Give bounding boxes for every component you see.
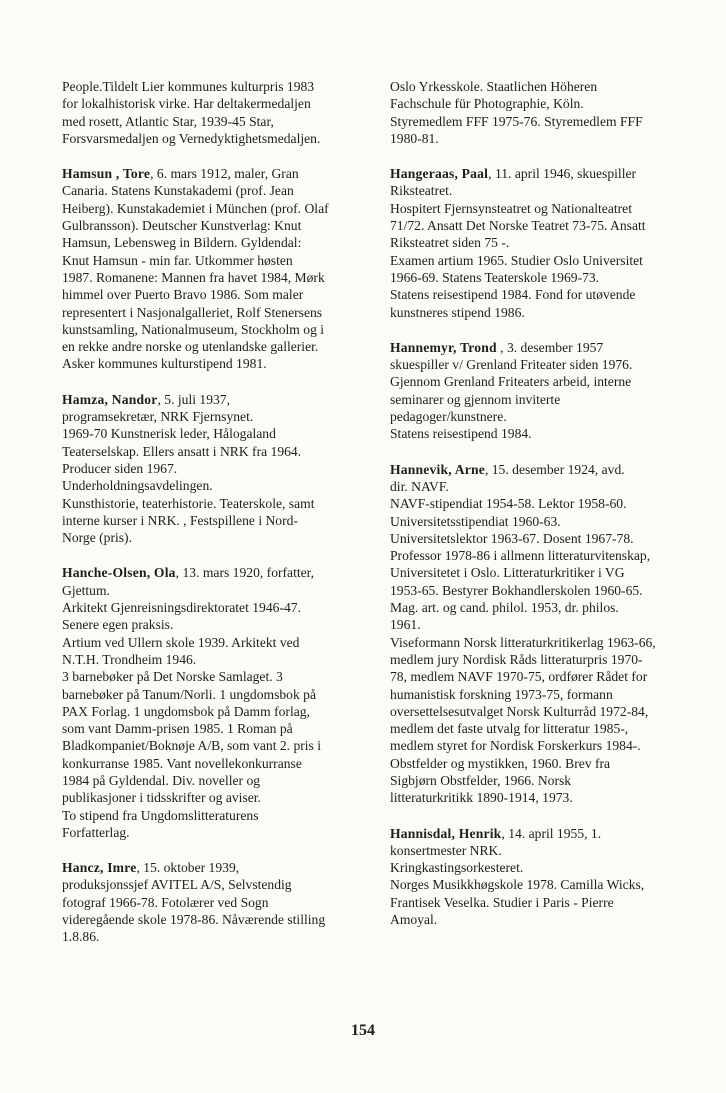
entry-line [390,461,708,478]
entry-text: Styremedlem FFF 1975-76. Styremedlem FFF [390,113,643,129]
entry-line [62,443,362,460]
entry-text: Viseformann Norsk litteraturkritikerlag 1963-66, [390,634,656,650]
entry-line [62,616,362,633]
entry-text: Producer siden 1967. [62,460,178,476]
entry-line [62,269,362,286]
entry-text: Hamsun, Lebensweg in Bildern. Gyldendal: [62,235,302,251]
entry-name: Hanche-Olsen, Ola [62,565,176,581]
entry-text: fotograf 1966-78. Fotolærer ved Sogn [62,894,269,910]
entry-line [390,95,708,112]
entry-text: 1984 på Gyldendal. Div. noveller og [62,772,261,788]
entry-line [390,286,708,303]
entry-text: 1.8.86. [62,929,100,945]
entry-line [62,200,362,217]
entry-line [390,668,708,685]
entry-line [390,686,708,703]
entry-text: programsekretær, NRK Fjernsynet. [62,409,254,425]
entry-text: 1953-65. Bestyrer Bokhandlerskolen 1960-65. [390,582,643,598]
entry-line [62,477,362,494]
continued-entry [62,78,362,147]
right-column [390,78,708,946]
biography-entry [62,859,362,945]
entry-name: Hangeraas, Paal [390,166,489,182]
entry-text: Riksteatret siden 75 -. [390,235,510,251]
entry-text: Sigbjørn Obstfelder, 1966. Norsk [390,772,572,788]
entry-text: 71/72. Ansatt Det Norske Teatret 73-75. Ansatt [390,218,646,234]
entry-text: , 3. desember 1957 [496,339,604,355]
entry-line [62,338,362,355]
entry-line [62,668,362,685]
entry-line [62,321,362,338]
entry-line [390,789,708,806]
entry-line [62,928,362,945]
entry-line [390,894,708,911]
entry-line [390,425,708,442]
entry-line [62,911,362,928]
entry-text: , 15. desember 1924, avd. [484,461,625,477]
entry-line [62,425,362,442]
entry-text: Statens reisestipend 1984. Fond for utøvende [390,287,636,303]
entry-line [390,513,708,530]
entry-text: en rekke andre norske og utenlandske gallerier. [62,339,319,355]
entry-line [62,582,362,599]
entry-line [62,859,362,876]
entry-line [62,217,362,234]
entry-text: Obstfelder og mystikken, 1960. Brev fra [390,755,611,771]
entry-line [390,737,708,754]
entry-line [62,755,362,772]
entry-text: Universitetet i Oslo. Litteraturkritiker i VG [390,565,625,581]
entry-line [62,95,362,112]
entry-line [390,304,708,321]
entry-line [390,616,708,633]
entry-text: oversettelsesutvalget Norsk Kulturråd 1972-84, [390,703,649,719]
entry-line [390,113,708,130]
entry-line [390,634,708,651]
entry-name: Hancz, Imre [62,860,137,876]
entry-text: humanistisk forskning 1973-75, formann [390,686,613,702]
entry-line [62,564,362,581]
entry-line [390,78,708,95]
entry-text: Arkitekt Gjenreisningsdirektoratet 1946-47. [62,600,301,616]
entry-text: Kunsthistorie, teaterhistorie. Teaterskole, samt [62,495,315,511]
entry-line [62,703,362,720]
entry-line [62,737,362,754]
entry-text: 1966-69. Statens Teaterskole 1969-73. [390,269,600,285]
entry-line [390,339,708,356]
entry-text: barnebøker på Tanum/Norli. 1 ungdomsbok på [62,686,317,702]
entry-line [390,391,708,408]
entry-line [390,720,708,737]
entry-text: , 5. juli 1937, [157,391,231,407]
entry-line [390,911,708,928]
entry-text: , 13. mars 1920, forfatter, [175,565,315,581]
entry-text: Knut Hamsun - min far. Utkommer høsten [62,252,293,268]
entry-text: Gjettum. [62,582,110,598]
entry-text: PAX Forlag. 1 ungdomsbok på Damm forlag, [62,703,310,719]
entry-text: medlem det faste utvalg for litteratur 1985-, [390,721,629,737]
entry-text: produksjonssjef AVITEL A/S, Selvstendig [62,877,292,893]
entry-line [390,564,708,581]
entry-text: Underholdningsavdelingen. [62,478,213,494]
entry-name: Hannevik, Arne [390,461,485,477]
entry-line [390,859,708,876]
entry-line [62,894,362,911]
entry-line [390,165,708,182]
entry-text: Teaterselskap. Ellers ansatt i NRK fra 1964. [62,443,302,459]
entry-text: N.T.H. Trondheim 1946. [62,651,197,667]
entry-line [62,355,362,372]
entry-text: , 11. april 1946, skuespiller [488,166,637,182]
entry-line [62,78,362,95]
entry-line [62,391,362,408]
biography-entry [390,339,708,443]
entry-line [390,217,708,234]
entry-line [62,789,362,806]
entry-line [390,842,708,859]
entry-text: Canaria. Statens Kunstakademi (prof. Jean [62,183,294,199]
entry-line [62,634,362,651]
entry-line [390,582,708,599]
entry-text: konkurranse 1985. Vant novellekonkurranse [62,755,302,771]
entry-text: Frantisek Veselka. Studier i Paris - Pierre [390,894,614,910]
entry-text: pedagoger/kunstnere. [390,409,507,425]
entry-text: Examen artium 1965. Studier Oslo Universitet [390,252,643,268]
entry-text: 78, medlem NAVF 1970-75, ordfører Rådet for [390,669,648,685]
entry-line [390,408,708,425]
page-number: 154 [351,1022,375,1039]
biography-entry [390,825,708,929]
entry-line [62,113,362,130]
entry-line [62,772,362,789]
biography-entry [62,165,362,373]
entry-line [390,373,708,390]
entry-text: Gjennom Grenland Friteaters arbeid, interne [390,374,632,390]
entry-line [62,512,362,529]
entry-text: Norge (pris). [62,530,132,546]
entry-text: Norges Musikkhøgskole 1978. Camilla Wicks, [390,877,645,893]
entry-text: publikasjoner i tidsskrifter og aviser. [62,790,261,806]
entry-text: Amoyal. [390,912,438,928]
entry-text: Mag. art. og cand. philol. 1953, dr. philos. [390,600,619,616]
entry-text: Artium ved Ullern skole 1939. Arkitekt ved [62,634,300,650]
entry-line [62,130,362,147]
entry-line [62,165,362,182]
entry-line [62,286,362,303]
entry-line [62,182,362,199]
entry-line [390,130,708,147]
entry-line [390,599,708,616]
entry-text: To stipend fra Ungdomslitteraturens [62,807,259,823]
entry-line [62,651,362,668]
entry-text: Professor 1978-86 i allmenn litteraturvitenskap, [390,548,651,564]
entry-line [62,234,362,251]
biography-entry [62,391,362,547]
entry-text: Gulbransson). Deutscher Kunstverlag: Knut [62,218,302,234]
entry-line [62,824,362,841]
entry-line [390,182,708,199]
entry-line [390,530,708,547]
entry-text: Universitetsstipendiat 1960-63. [390,513,561,529]
entry-text: , 15. oktober 1939, [136,860,240,876]
entry-text: representert i Nasjonalgalleriet, Rolf Stenersens [62,304,323,320]
entry-text: Fachschule für Photographie, Köln. [390,96,584,112]
entry-text: medlem jury Nordisk Råds litteraturpris 1970- [390,651,643,667]
entry-text: Forfatterlag. [62,824,130,840]
entry-text: , 6. mars 1912, maler, Gran [150,166,299,182]
entry-line [62,876,362,893]
biography-entry [390,165,708,321]
entry-text: Asker kommunes kulturstipend 1981. [62,356,267,372]
entry-line [62,807,362,824]
entry-text: 3 barnebøker på Det Norske Samlaget. 3 [62,669,283,685]
entry-line [62,304,362,321]
entry-text: medlem styret for Nordisk Forskerkurs 1984-. [390,738,641,754]
entry-text: 1961. [390,617,421,633]
entry-text: Hospitert Fjernsynsteatret og Nationalteatret [390,200,632,216]
entry-line [390,200,708,217]
entry-text: konsertmester NRK. [390,842,502,858]
entry-text: kunstsamling, Nationalmuseum, Stockholm og i [62,321,325,337]
entry-text: Forsvarsmedaljen og Vernedyktighetsmedaljen. [62,130,321,146]
entry-text: 1987. Romanene: Mannen fra havet 1984, Mørk [62,269,325,285]
entry-line [62,720,362,737]
entry-text: Statens reisestipend 1984. [390,426,532,442]
biography-entry [390,461,708,807]
entry-text: kunstneres stipend 1986. [390,304,525,320]
entry-line [62,599,362,616]
entry-text: seminarer og gjennom inviterte [390,391,561,407]
entry-line [62,495,362,512]
entry-text: Universitetslektor 1963-67. Dosent 1967-78. [390,530,634,546]
entry-text: himmel over Puerto Bravo 1986. Som maler [62,287,304,303]
entry-name: Hamza, Nandor [62,391,158,407]
entry-text: litteraturkritikk 1890-1914, 1973. [390,790,573,806]
entry-line [62,529,362,546]
entry-line [390,825,708,842]
entry-line [390,547,708,564]
entry-line [390,703,708,720]
left-column [62,78,362,964]
entry-line [390,651,708,668]
entry-line [390,876,708,893]
entry-line [390,252,708,269]
entry-line [62,686,362,703]
entry-text: for lokalhistorisk virke. Har deltakermedaljen [62,96,311,112]
entry-line [62,408,362,425]
entry-text: Senere egen praksis. [62,617,174,633]
entry-text: Oslo Yrkesskole. Staatlichen Höheren [390,79,598,94]
entry-text: videregående skole 1978-86. Nåværende stilling [62,912,326,928]
entry-text: skuespiller v/ Grenland Friteater siden 1976. [390,357,633,373]
entry-text: Heiberg). Kunstakademiet i München (prof. Olaf [62,200,329,216]
entry-line [62,252,362,269]
entry-text: Kringkastingsorkesteret. [390,860,524,876]
entry-text: dir. NAVF. [390,478,449,494]
entry-text: som vant Damm-prisen 1985. 1 Roman på [62,721,293,737]
entry-name: Hannisdal, Henrik [390,825,502,841]
entry-line [390,478,708,495]
entry-line [390,269,708,286]
entry-text: , 14. april 1955, 1. [501,825,602,841]
continued-entry [390,78,708,147]
entry-name: Hannemyr, Trond [390,339,497,355]
entry-text: 1980-81. [390,130,439,146]
entry-text: NAVF-stipendiat 1954-58. Lektor 1958-60. [390,496,627,512]
entry-text: Riksteatret. [390,183,453,199]
entry-text: interne kurser i NRK. , Festspillene i Nord- [62,512,298,528]
entry-line [390,755,708,772]
entry-text: People.Tildelt Lier kommunes kulturpris 1983 [62,79,315,94]
entry-line [390,495,708,512]
entry-line [390,772,708,789]
entry-name: Hamsun , Tore [62,166,151,182]
entry-line [390,234,708,251]
entry-line [390,356,708,373]
entry-text: 1969-70 Kunstnerisk leder, Hålogaland [62,426,276,442]
biography-entry [62,564,362,841]
entry-line [62,460,362,477]
entry-text: med rosett, Atlantic Star, 1939-45 Star, [62,113,274,129]
entry-text: Bladkompaniet/Boknøje A/B, som vant 2. pris i [62,738,322,754]
